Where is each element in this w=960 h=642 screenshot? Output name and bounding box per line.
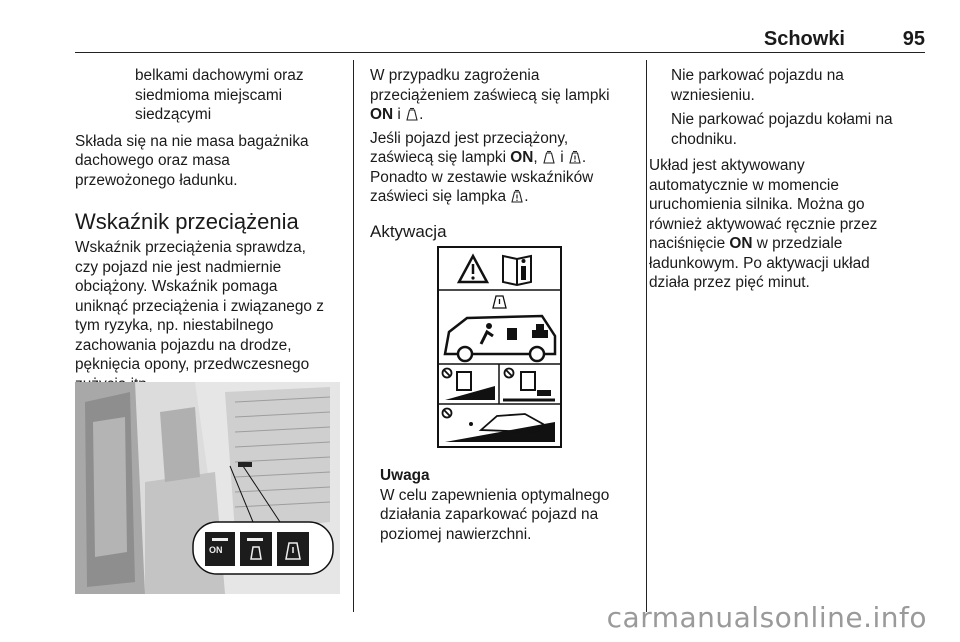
column-divider-2: [646, 60, 647, 612]
text-line: W przypadku zagrożenia: [370, 67, 540, 84]
text-line: siedzącymi: [135, 106, 212, 123]
text-fragment: w przedziale: [752, 235, 843, 252]
column-1: [75, 66, 343, 394]
section-heading: Wskaźnik przeciążenia: [75, 209, 299, 234]
text-line: Składa się na nie masa bagażnika: [75, 132, 309, 150]
on-lamp-ref: ON: [370, 106, 394, 123]
text-line: Nie parkować pojazdu kołami na: [671, 111, 893, 128]
column-divider-1: [353, 60, 354, 612]
warning-label-figure: [437, 246, 562, 448]
text-line: czy pojazd nie jest nadmiernie: [75, 258, 282, 276]
text-line: belkami dachowymi oraz: [135, 67, 304, 84]
bullet-continuation: [75, 66, 343, 125]
header-rule: [75, 52, 925, 53]
text-line: W celu zapewnienia optymalnego: [380, 486, 610, 504]
on-button-label: ON: [209, 545, 223, 555]
text-fragment: ,: [533, 149, 542, 166]
bullet-no-slope: [649, 66, 911, 105]
cargo-area-photo: [75, 382, 340, 594]
text-line: działania zaparkować pojazd na: [380, 506, 599, 523]
text-line: tym ryzyka, np. niestabilnego: [75, 317, 274, 334]
text-fragment: naciśnięcie: [649, 235, 730, 252]
text-line: [649, 234, 911, 254]
text-line: Nie parkować pojazdu na: [671, 67, 844, 84]
note-block: [380, 466, 638, 544]
text-line: przeciążeniem zaświecą się lampki: [370, 86, 610, 104]
text-line: Jeśli pojazd jest przeciążony,: [370, 129, 569, 147]
text-line: ładunkowym. Po aktywacji układ: [649, 254, 870, 272]
column-3: [649, 66, 911, 293]
text-fragment: i: [555, 149, 568, 166]
section-title: Schowki: [763, 28, 845, 50]
text-fragment: i: [393, 106, 406, 123]
paragraph-indicator: [75, 238, 343, 394]
text-line: poziomej nawierzchni.: [380, 525, 532, 543]
text-line: ON i .: [370, 106, 424, 123]
text-line: siedmioma miejscami: [135, 86, 283, 104]
text-line: zaświeci się lampka .: [370, 188, 529, 205]
text-line: Ponadto w zestawie wskaźników: [370, 168, 594, 186]
text-line: Układ jest aktywowany: [649, 157, 805, 174]
paragraph-load: [75, 132, 343, 191]
page-header: [75, 28, 925, 52]
text-line: uruchomienia silnika. Można go: [649, 196, 865, 213]
note-title: Uwaga: [380, 467, 430, 484]
text-line: Wskaźnik przeciążenia sprawdza,: [75, 239, 306, 256]
activation-heading: Aktywacja: [370, 221, 447, 241]
column-2: [370, 66, 638, 243]
text-line: również aktywować ręcznie przez: [649, 215, 878, 233]
load-lamp-icon: [542, 150, 556, 164]
watermark: carmanualsonline.info: [606, 601, 927, 634]
page-number: 95: [902, 28, 925, 50]
text-line: przewożonego ładunku.: [75, 171, 238, 189]
text-line: automatycznie w momencie: [649, 176, 839, 194]
text-fragment: zaświeci się lampka: [370, 188, 511, 205]
on-button-ref: ON: [729, 235, 753, 252]
text-line: zachowania pojazdu na drodze,: [75, 336, 292, 354]
on-lamp-ref: ON: [510, 149, 534, 166]
text-fragment: zaświecą się lampki: [370, 149, 511, 166]
paragraph-activation: [649, 156, 911, 293]
text-line: uniknąć przeciążenia i związanego z: [75, 297, 324, 315]
text-line: działa przez pięć minut.: [649, 274, 810, 291]
overload-lamp-icon: [568, 150, 582, 164]
text-line: dachowego oraz masa: [75, 152, 230, 169]
text-line: wzniesieniu.: [671, 86, 755, 104]
overload-lamp-icon: [510, 189, 524, 203]
text-line: pęknięcia opony, przedwczesnego: [75, 356, 310, 373]
text-line: chodniku.: [671, 130, 737, 148]
text-line: obciążony. Wskaźnik pomaga: [75, 278, 278, 295]
bullet-no-curb: [649, 110, 911, 149]
text-line: zaświecą się lampki ON, i .: [370, 149, 587, 166]
load-lamp-icon: [405, 107, 419, 121]
